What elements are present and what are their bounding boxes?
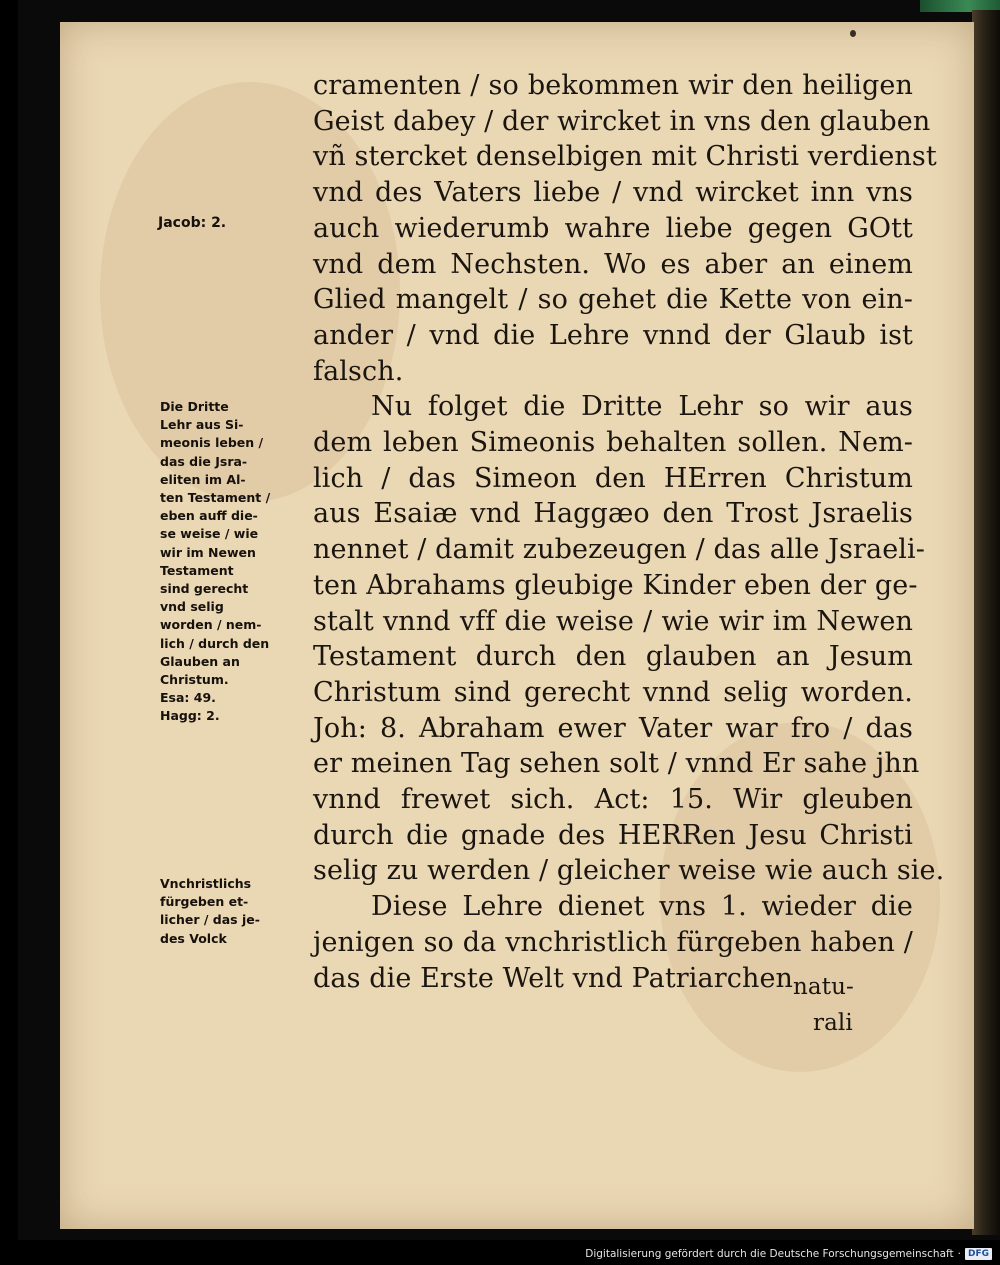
text-line: stalt vnnd vff die weise / wie wir im Newen bbox=[313, 605, 913, 637]
funding-text: Digitalisierung gefördert durch die Deutsche Forschungsgemeinschaft bbox=[585, 1248, 954, 1260]
text-line: das die Erste Welt vnd Patriarchen bbox=[313, 962, 794, 994]
margin-note-line: se weise / wie bbox=[160, 526, 259, 542]
margin-note-line: Die Dritte bbox=[160, 399, 229, 414]
text-line: selig zu werden / gleicher weise wie auch sie. bbox=[313, 855, 945, 887]
text-line: durch die gnade des HERRen Jesu Christi bbox=[313, 819, 913, 851]
margin-note-line: das die Jsra- bbox=[160, 453, 248, 469]
text-line: falsch. bbox=[313, 355, 404, 387]
margin-note-line: Christum. bbox=[160, 672, 229, 688]
text-line: Christum sind gerecht vnnd selig worden. bbox=[313, 676, 913, 708]
margin-note-line: Lehr aus Si- bbox=[160, 417, 244, 433]
margin-note-line: vnd selig bbox=[160, 599, 224, 615]
margin-note-line: fürgeben et- bbox=[160, 894, 249, 910]
margin-note-unchristian bbox=[160, 875, 260, 948]
margin-note-line: worden / nem- bbox=[160, 617, 262, 633]
text-line: ander / vnd die Lehre vnnd der Glaub ist bbox=[313, 319, 913, 351]
catchword: natu- bbox=[793, 974, 854, 1000]
text-line: Glied mangelt / so gehet die Kette von ein- bbox=[313, 284, 913, 316]
margin-note-reference bbox=[158, 214, 226, 232]
margin-note-line: Esa: 49. bbox=[160, 690, 216, 706]
text-line: lich / das Simeon den HErren Christum bbox=[313, 462, 913, 494]
margin-note-line: Jacob: 2. bbox=[158, 215, 227, 231]
text-line: er meinen Tag sehen solt / vnnd Er sahe jhn bbox=[313, 748, 920, 780]
catchword-continuation: rali bbox=[813, 1010, 853, 1036]
text-line: cramenten / so bekommen wir den heiligen bbox=[313, 70, 913, 101]
margin-note-line: Hagg: 2. bbox=[160, 708, 220, 724]
text-line: jenigen so da vnchristlich fürgeben haben / bbox=[313, 926, 913, 958]
margin-note-third-doctrine bbox=[160, 398, 270, 726]
text-line: nennet / damit zubezeugen / das alle Jsraeli- bbox=[313, 534, 925, 566]
text-line: Geist dabey / der wircket in vns den glauben bbox=[313, 105, 931, 137]
text-line: auch wiederumb wahre liebe gegen GOtt bbox=[313, 212, 913, 244]
margin-note-line: sind gerecht bbox=[160, 581, 249, 597]
funding-footer bbox=[585, 1246, 992, 1262]
margin-note-line: licher / das je- bbox=[160, 912, 260, 928]
margin-note-line: Vnchristlichs bbox=[160, 876, 252, 891]
main-text-block bbox=[313, 68, 945, 1036]
ink-speck bbox=[850, 30, 856, 37]
footer-separator: · bbox=[957, 1248, 961, 1260]
text-line: vnd dem Nechsten. Wo es aber an einem bbox=[313, 248, 913, 280]
margin-note-line: Glauben an bbox=[160, 653, 240, 669]
margin-note-line: ten Testament / bbox=[160, 490, 271, 506]
margin-note-line: wir im Newen bbox=[160, 544, 256, 560]
book-edge-right bbox=[972, 10, 1000, 1235]
text-line: Diese Lehre dienet vns 1. wieder die bbox=[371, 891, 913, 923]
margin-note-line: meonis leben / bbox=[160, 435, 264, 451]
text-line: vnnd frewet sich. Act: 15. Wir gleuben bbox=[313, 784, 913, 816]
margin-note-line: eliten im Al- bbox=[160, 471, 246, 487]
text-line: aus Esaiæ vnd Haggæo den Trost Jsraelis bbox=[313, 498, 913, 530]
text-line: Nu folget die Dritte Lehr so wir aus bbox=[371, 391, 913, 423]
margin-note-line: des Volck bbox=[160, 930, 227, 946]
margin-note-line: eben auff die- bbox=[160, 508, 258, 524]
margin-note-line: lich / durch den bbox=[160, 635, 270, 651]
text-line: vnd des Vaters liebe / vnd wircket inn vns bbox=[313, 177, 913, 209]
text-line: ten Abrahams gleubige Kinder eben der ge- bbox=[313, 569, 918, 601]
margin-note-line: Testament bbox=[160, 562, 234, 578]
text-line: dem leben Simeonis behalten sollen. Nem- bbox=[313, 427, 913, 459]
text-line: Testament durch den glauben an Jesum bbox=[313, 641, 913, 673]
text-line: vñ stercket denselbigen mit Christi verdienst bbox=[313, 141, 937, 173]
text-line: Joh: 8. Abraham ewer Vater war fro / das bbox=[313, 712, 913, 744]
dfg-logo-icon: DFG bbox=[965, 1248, 992, 1260]
